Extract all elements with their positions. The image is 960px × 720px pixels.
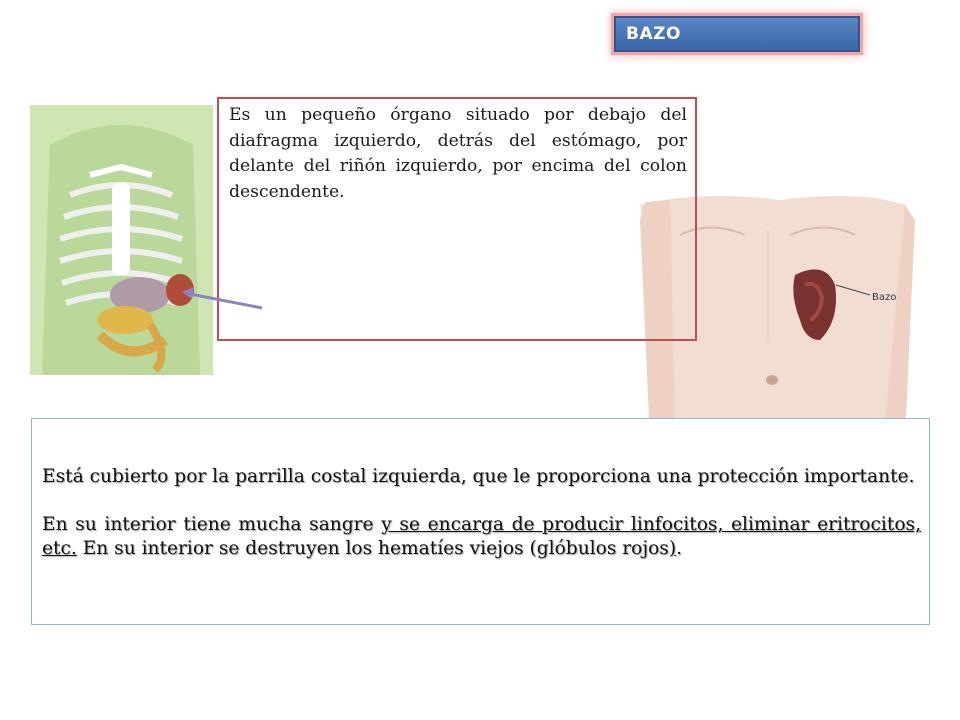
- torso-illustration: [30, 105, 213, 375]
- info-box: [31, 418, 930, 625]
- description-box: [217, 97, 697, 341]
- info-p2-middle: En su interior se destruyen los hematíes viejos (glóbulos rojos: [76, 538, 669, 559]
- bazo-label: Bazo: [872, 292, 897, 303]
- info-p2-start: En su interior tiene mucha sangre: [42, 514, 382, 535]
- info-p2-paren: ): [668, 538, 677, 559]
- description-text: Es un pequeño órgano situado por debajo del diafragma izquierdo, detrás del estómago, por delante del riñón izquierdo, por encima del colon descendente.: [229, 105, 687, 202]
- info-paragraph-1: Está cubierto por la parrilla costal izquierda, que le proporciona una protección importante.: [42, 466, 915, 487]
- title-box: [614, 16, 860, 52]
- info-p2-underlined: y se encarga de producir linfocitos, eliminar eritrocitos, etc.: [42, 514, 921, 559]
- page-title: BAZO: [626, 24, 681, 44]
- info-paragraph-2: [42, 513, 921, 561]
- info-p2-end: .: [676, 538, 683, 559]
